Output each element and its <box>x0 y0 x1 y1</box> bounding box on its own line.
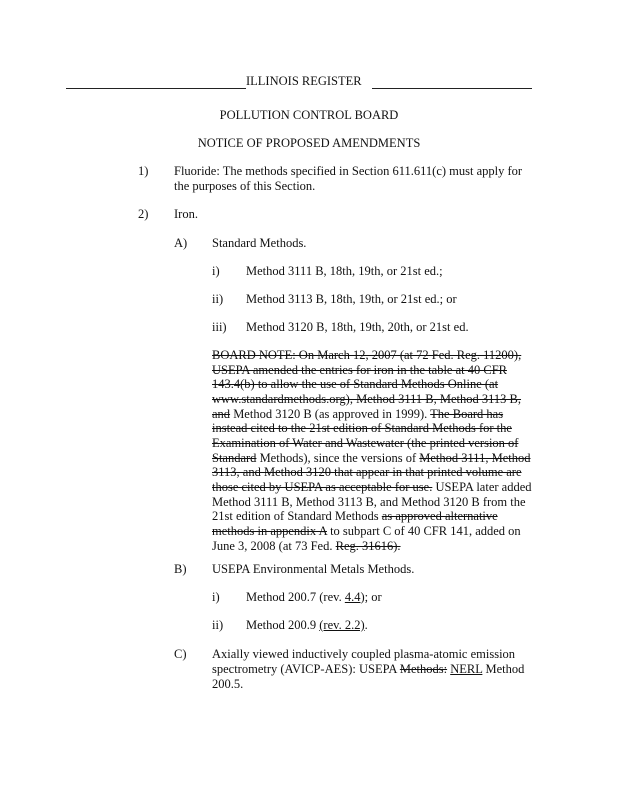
item-B-ii-text-before: Method 200.9 <box>246 618 317 632</box>
item-B-i-text <box>246 590 382 605</box>
item-A-i-number: i) <box>212 264 220 278</box>
item-B-i-text-after: ); or <box>360 590 382 604</box>
item-B-ii-number: ii) <box>212 618 224 632</box>
board-note-struck-4: as approved alternative methods in appendix A <box>212 509 498 538</box>
item-2-number: 2) <box>138 207 149 221</box>
item-C-line-2-before: spectrometry (AVICP-AES): USEPA <box>212 662 397 676</box>
item-1-text: Fluoride: The methods specified in Section 611.611(c) must apply for the purposes of this Section. <box>174 164 523 193</box>
item-C-number: C) <box>174 647 187 661</box>
item-C-line-2 <box>212 662 524 677</box>
item-C-line-1: Axially viewed inductively coupled plasma-atomic emission <box>212 647 516 661</box>
item-A-iii-text: Method 3120 B, 18th, 19th, 20th, or 21st ed. <box>246 320 469 334</box>
board-note <box>212 348 532 553</box>
item-C-line-3: 200.5. <box>212 677 244 691</box>
board-note-plain-4: to subpart C of 40 CFR 141, added on June 3, 2008 (at 73 Fed. <box>212 523 521 553</box>
item-C-line-2-struck: Methods: <box>399 662 448 676</box>
item-A-ii-text: Method 3113 B, 18th, 19th, or 21st ed.; or <box>246 292 457 306</box>
item-C-line-2-after: Method <box>485 662 525 676</box>
board-title: POLLUTION CONTROL BOARD <box>219 108 399 122</box>
item-A-ii-number: ii) <box>212 292 224 306</box>
item-B-text: USEPA Environmental Metals Methods. <box>212 562 415 576</box>
register-title: ILLINOIS REGISTER <box>246 74 362 88</box>
item-B-ii-text-after: . <box>364 618 368 632</box>
item-A-i-text: Method 3111 B, 18th, 19th, or 21st ed.; <box>246 264 443 278</box>
board-note-struck-3: Method 3111, Method 3113, and Method 3120 that appear in that printed volume are those cited by USEPA as acceptable for use. <box>212 450 531 494</box>
board-note-struck-2: The Board has instead cited to the 21st edition of Standard Methods for the Examination of Water and Wastewater (the printed version of Standard <box>212 406 519 465</box>
item-B-i-number: i) <box>212 590 220 604</box>
item-B-number: B) <box>174 562 187 576</box>
item-A-text: Standard Methods. <box>212 236 307 250</box>
item-B-ii-text-underlined: (rev. 2.2) <box>319 618 365 632</box>
item-B-i-text-before: Method 200.7 (rev. <box>246 590 342 604</box>
item-B-ii-text <box>246 618 368 633</box>
board-note-struck-1: BOARD NOTE: On March 12, 2007 (at 72 Fed. Reg. 11200), USEPA amended the entries for iron in the table at 40 CFR 143.4(b) to allow the use of Standard Methods Online (at www.standardmethods.org), Method 3111 B, Method 3113 B, and <box>212 348 522 421</box>
item-A-number: A) <box>174 236 188 250</box>
board-note-plain-1: Method 3120 B (as approved in 1999). <box>233 406 428 421</box>
board-note-plain-2: Methods), since the versions of <box>259 450 417 465</box>
notice-title: NOTICE OF PROPOSED AMENDMENTS <box>197 136 421 150</box>
header-rule-left <box>66 88 246 89</box>
header-rule-right <box>372 88 532 89</box>
board-note-plain-3: USEPA later added Method 3111 B, Method 3113 B, and Method 3120 B from the 21st edition of Standard Methods <box>212 479 532 524</box>
item-B-i-text-underlined: 4.4 <box>344 590 361 604</box>
item-C-line-2-underlined: NERL <box>450 662 483 676</box>
board-note-struck-5: Reg. 31616). <box>335 538 401 553</box>
item-2-text: Iron. <box>174 207 198 221</box>
item-1-number: 1) <box>138 164 149 178</box>
item-A-iii-number: iii) <box>212 320 227 334</box>
